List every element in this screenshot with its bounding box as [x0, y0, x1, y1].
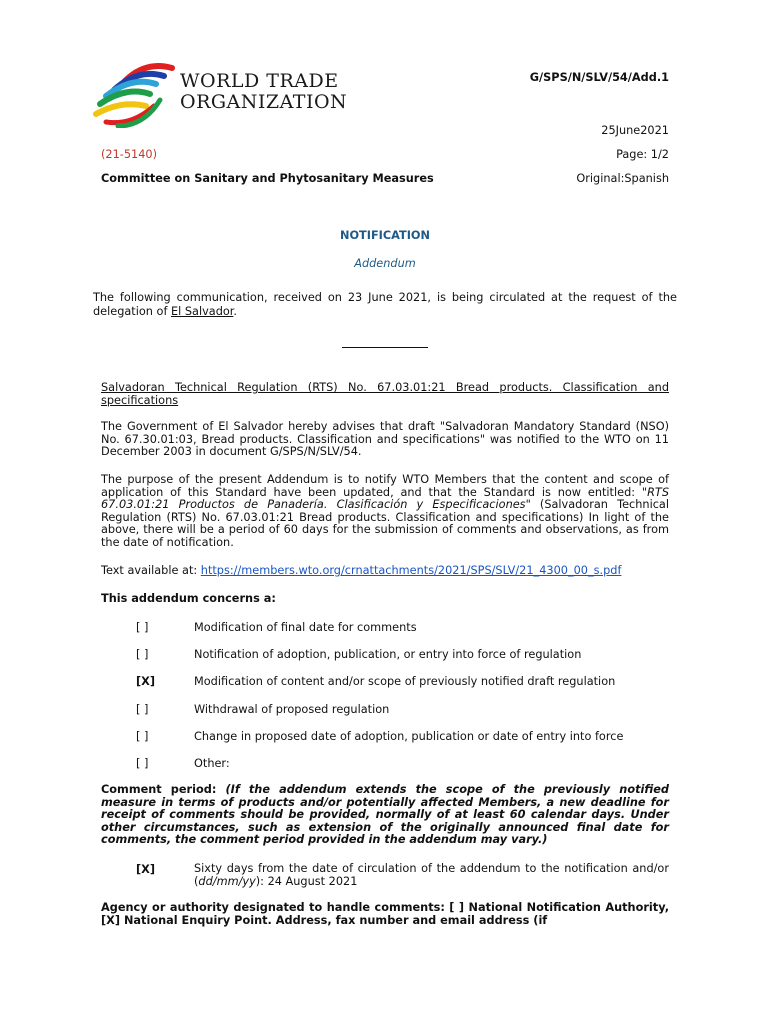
concerns-heading: This addendum concerns a: — [101, 592, 276, 605]
option-checkbox: [ ] — [136, 648, 149, 661]
standard-title-spanish: RTS 67.03.01:21 Productos de Panadería. Clasificación y Especificaciones — [101, 485, 669, 512]
divider — [342, 347, 428, 348]
committee-name: Committee on Sanitary and Phytosanitary Measures — [101, 172, 434, 185]
original-language: Original:Spanish — [576, 172, 669, 185]
option-label: Change in proposed date of adoption, publication or date of entry into force — [194, 730, 624, 743]
option-label: Modification of final date for comments — [194, 621, 417, 634]
org-name-line1: WORLD TRADE — [180, 70, 339, 92]
option-checkbox-checked: [X] — [136, 675, 156, 688]
option-label: Withdrawal of proposed regulation — [194, 703, 390, 716]
comment-period: Comment period: (If the addendum extends the scope of the previously notified measure in terms of products and/or potentially affected Members, a new deadline for receipt of comments should be provided, normally of at least 60 calendar days. Under other circumstances, such as extension of the originally announced final date for comments, the comment period provided in the addendum may vary.) — [101, 783, 669, 847]
paragraph-purpose: The purpose of the present Addendum is to notify WTO Members that the content and scope of application of this Standard have been updated, and that the Standard is now entitled: "RTS 67.03.01:21 Productos de Panadería. Clasificación y Especificaciones" (Salvadoran Technical Regulation (RTS) No. 67.03.01:21 Bread products. Classification and specifications) In light of the above, there will be a period of 60 days for the submission of comments and observations, as from the date of notification. — [101, 473, 669, 549]
country-name: El Salvador — [171, 305, 234, 318]
option-checkbox: [ ] — [136, 757, 149, 770]
paragraph-government: The Government of El Salvador hereby advises that draft "Salvadoran Mandatory Standard (NSO) No. 67.30.01:03, Bread products. Classification and specifications" was notified to the WTO on 11 December 2003 in document G/SPS/N/SLV/54. — [101, 420, 669, 459]
option-label: Notification of adoption, publication, or entry into force of regulation — [194, 648, 582, 661]
addendum-subtitle: Addendum — [354, 257, 416, 270]
option-label: Other: — [194, 757, 230, 770]
option-checkbox: [ ] — [136, 703, 149, 716]
option-label: Modification of content and/or scope of previously notified draft regulation — [194, 675, 616, 688]
document-ref: (21-5140) — [101, 148, 158, 161]
option-checkbox: [ ] — [136, 730, 149, 743]
intro-paragraph: The following communication, received on 23 June 2021, is being circulated at the request of the delegation of El Salvador. — [93, 291, 677, 318]
document-date: 25June2021 — [601, 124, 669, 137]
agency-paragraph: Agency or authority designated to handle comments: [ ] National Notification Authority, [X] National Enquiry Point. Address, fax number and email address (if — [101, 901, 669, 927]
wto-logo-icon — [92, 56, 176, 128]
org-name-line2: ORGANIZATION — [180, 91, 348, 113]
page-number: Page: 1/2 — [616, 148, 669, 161]
document-symbol: G/SPS/N/SLV/54/Add.1 — [529, 71, 669, 84]
document-link[interactable]: https://members.wto.org/crnattachments/2021/SPS/SLV/21_4300_00_s.pdf — [200, 564, 622, 577]
regulation-title: Salvadoran Technical Regulation (RTS) No. 67.03.01:21 Bread products. Classification and specifications — [101, 381, 669, 407]
notification-title: NOTIFICATION — [339, 229, 430, 242]
sixty-days-checkbox: [X] — [136, 863, 156, 876]
option-checkbox: [ ] — [136, 621, 149, 634]
sixty-days-text: Sixty days from the date of circulation of the addendum to the notification and/or (dd/mm/yy): 24 August 2021 — [194, 862, 669, 888]
text-available: Text available at: https://members.wto.org/crnattachments/2021/SPS/SLV/21_4300_00_s.pdf — [101, 564, 622, 577]
